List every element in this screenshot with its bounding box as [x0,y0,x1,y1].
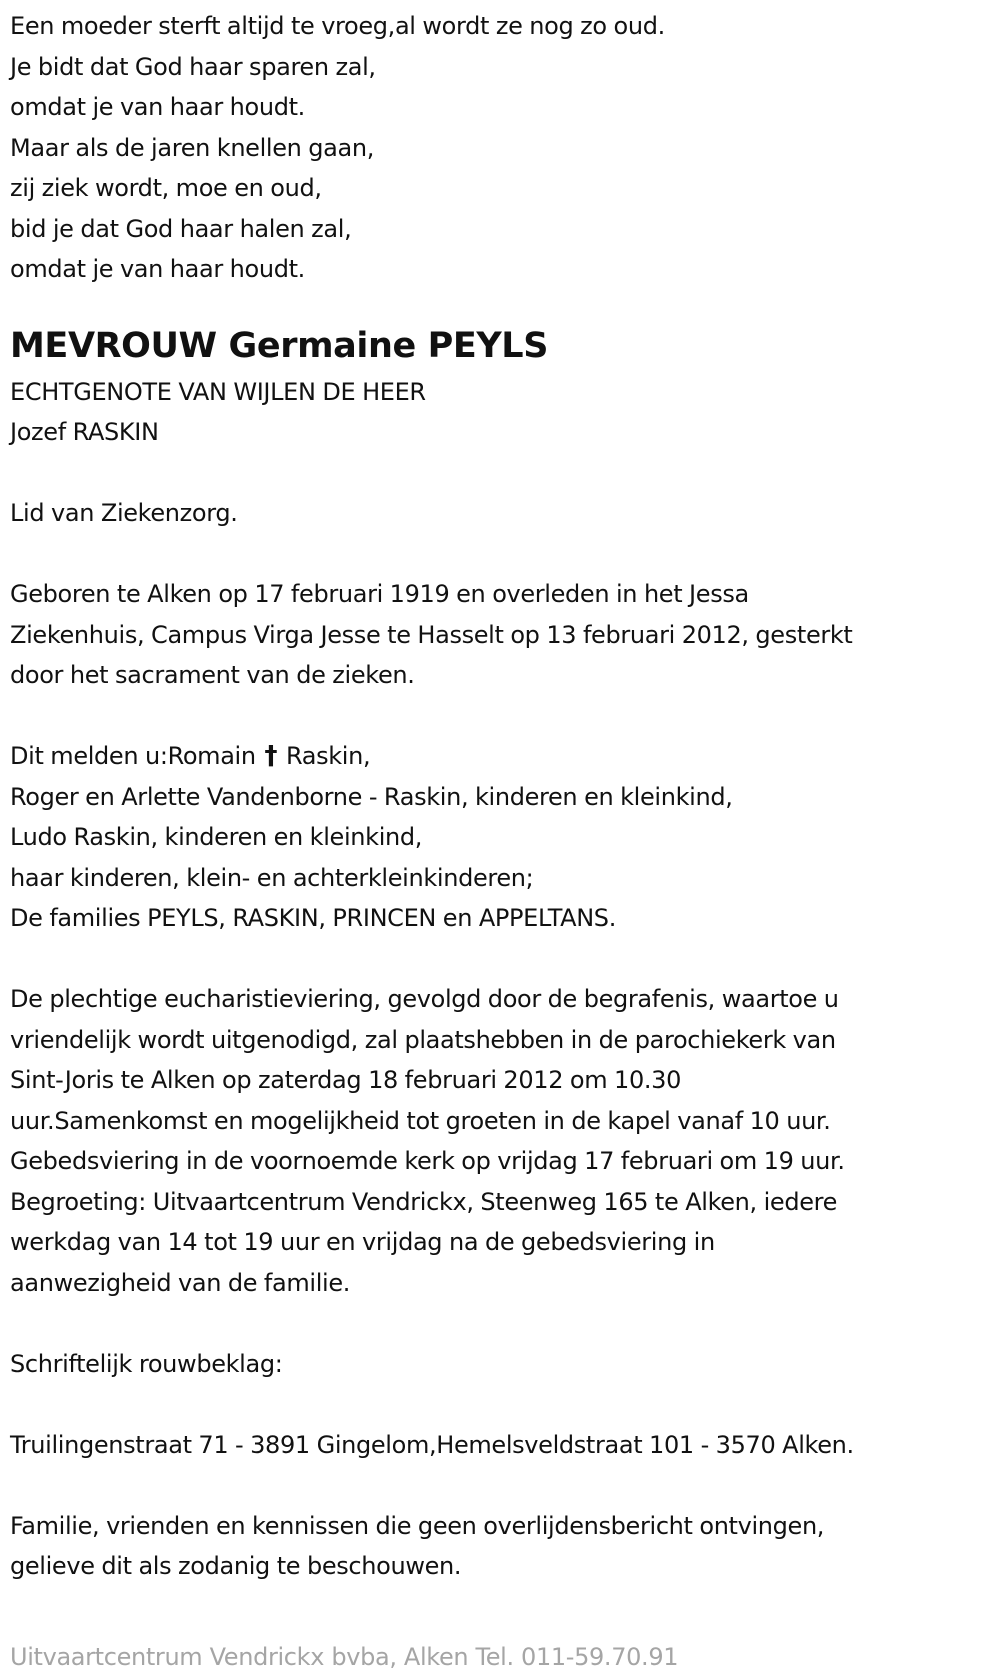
announcer-line-first [10,736,990,777]
poem-line: bid je dat God haar halen zal, [10,214,352,243]
announcer-prefix: Dit melden u:Romain [10,742,256,770]
paragraph-line: Ziekenhuis, Campus Virga Jesse te Hasselt op 13 februari 2012, gesterkt [10,620,853,649]
spacer [10,1303,990,1344]
condolences-label: Schriftelijk rouwbeklag: [10,1349,283,1378]
announcer-line: haar kinderen, klein- en achterkleinkinderen; [10,863,534,892]
poem-line: Je bidt dat God haar sparen zal, [10,52,376,81]
spacer [10,696,990,737]
spacer [10,534,990,575]
paragraph-line: De plechtige eucharistieviering, gevolgd door de begrafenis, waartoe u [10,985,839,1013]
funeral-home-footer: Uitvaartcentrum Vendrickx bvba, Alken Tel. 011-59.70.91 [10,1643,679,1671]
poem-line: omdat je van haar houdt. [10,93,305,121]
membership-text: Lid van Ziekenzorg. [10,499,238,527]
poem-line: zij ziek wordt, moe en oud, [10,174,322,202]
poem-line: omdat je van haar houdt. [10,255,305,283]
announcer-line: Ludo Raskin, kinderen en kleinkind, [10,823,423,851]
paragraph-line: door het sacrament van de zieken. [10,661,415,689]
paragraph-line: Sint-Joris te Alken op zaterdag 18 februari 2012 om 10.30 [10,1066,681,1094]
spacer [10,939,990,980]
poem-line: Een moeder sterft altijd te vroeg,al wordt ze nog zo oud. [10,12,665,40]
deceased-spouse: Jozef RASKIN [10,418,159,446]
paragraph-line: uur.Samenkomst en mogelijkheid tot groeten in de kapel vanaf 10 uur. [10,1106,831,1135]
announcer-line: De families PEYLS, RASKIN, PRINCEN en APPELTANS. [10,904,616,932]
paragraph-line: Geboren te Alken op 17 februari 1919 en overleden in het Jessa [10,580,749,608]
spacer [10,453,990,494]
paragraph-line: Begroeting: Uitvaartcentrum Vendrickx, Steenweg 165 te Alken, iedere [10,1187,838,1216]
condolences-addresses: Truilingenstraat 71 - 3891 Gingelom,Hemelsveldstraat 101 - 3570 Alken. [10,1430,854,1459]
paragraph-line: werkdag van 14 tot 19 uur en vrijdag na de gebedsviering in [10,1228,715,1256]
deceased-relation: ECHTGENOTE VAN WIJLEN DE HEER [10,377,426,406]
paragraph-line: Familie, vrienden en kennissen die geen overlijdensbericht ontvingen, [10,1511,825,1540]
birth-death-paragraph [10,574,990,696]
poem-line: Maar als de jaren knellen gaan, [10,133,375,162]
spacer [10,1465,990,1506]
deceased-name-title: MEVROUW Germaine PEYLS [10,325,549,366]
announcer-line: Roger en Arlette Vandenborne - Raskin, kinderen en kleinkind, [10,782,733,811]
paragraph-line: vriendelijk wordt uitgenodigd, zal plaatshebben in de parochiekerk van [10,1025,836,1054]
poem [10,6,990,290]
announcers-paragraph [10,736,990,939]
announcer-suffix: Raskin, [285,742,371,770]
spacer [10,1384,990,1425]
notice-paragraph [10,1506,990,1587]
paragraph-line: gelieve dit als zodanig te beschouwen. [10,1552,462,1580]
ceremony-paragraph [10,979,990,1303]
paragraph-line: aanwezigheid van de familie. [10,1268,351,1297]
spacer [10,1587,990,1628]
cross-icon: † [264,741,278,771]
paragraph-line: Gebedsviering in de voornoemde kerk op vrijdag 17 februari om 19 uur. [10,1147,845,1175]
